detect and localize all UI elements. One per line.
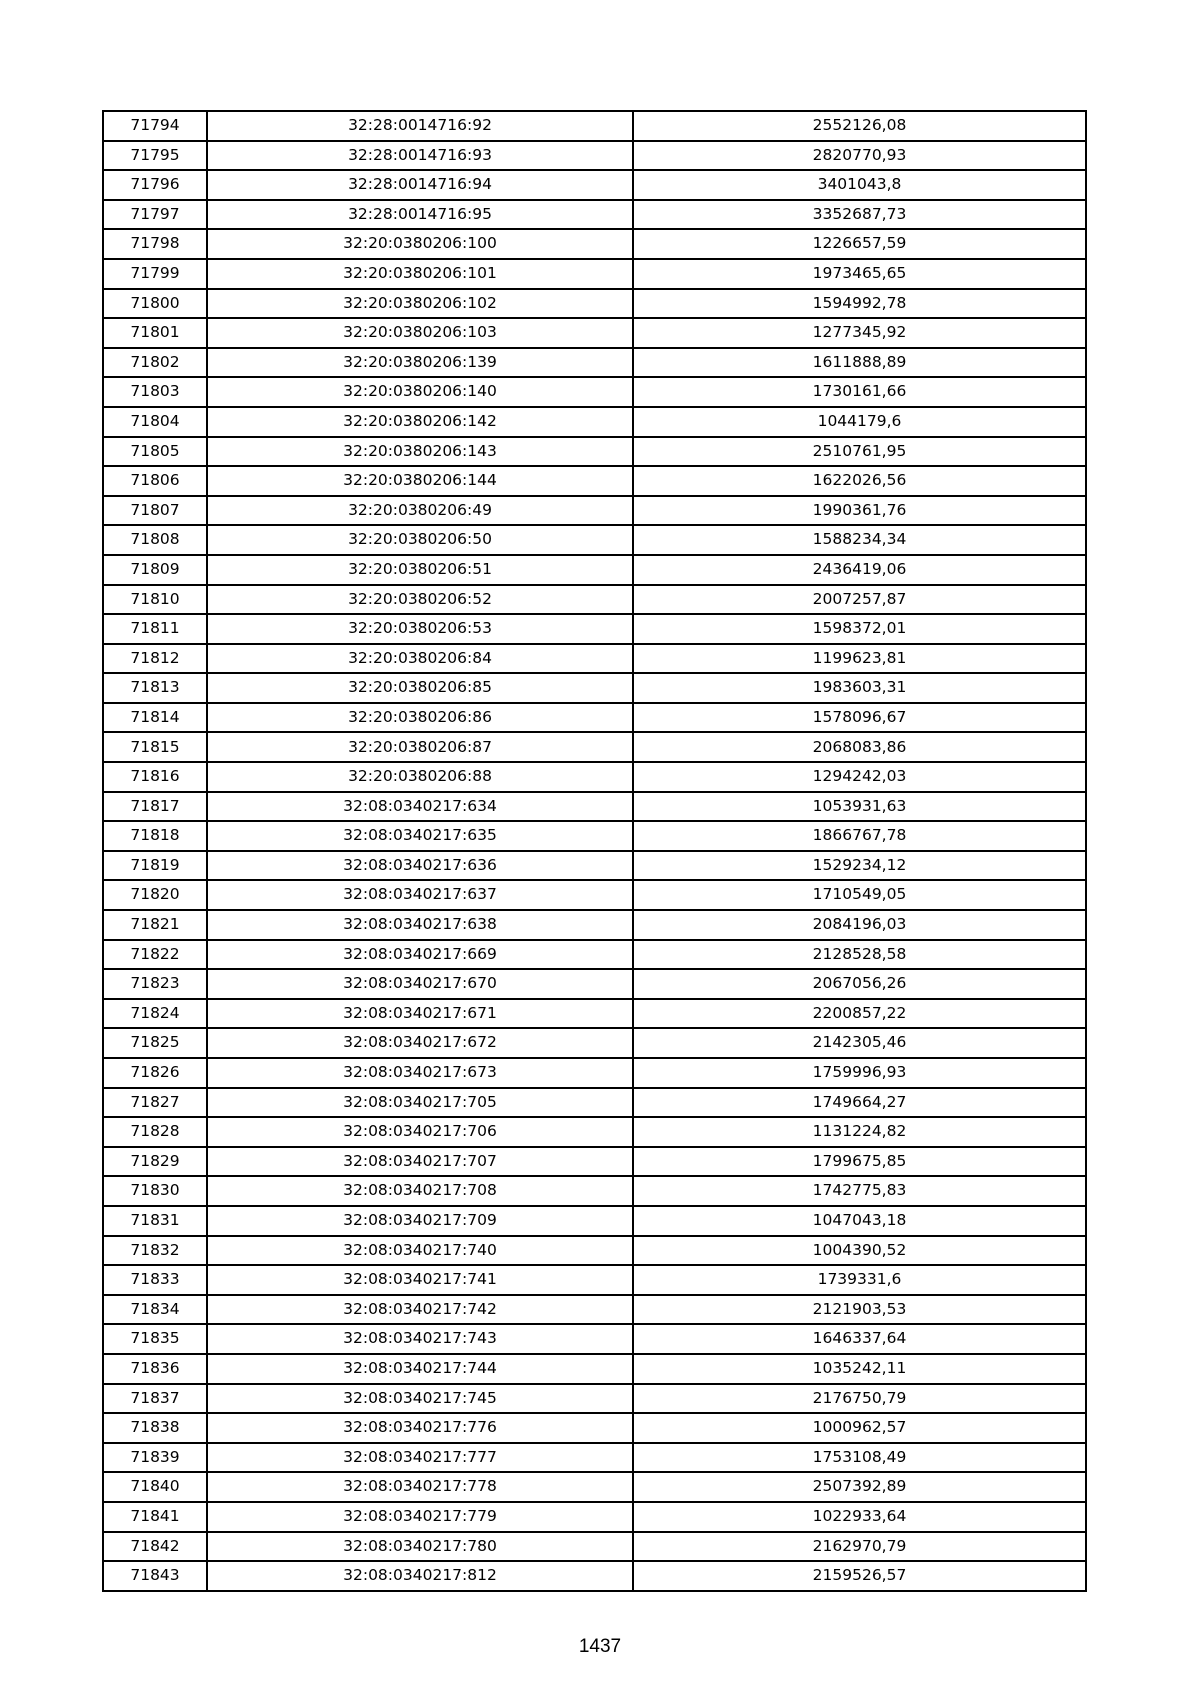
cadastral-number-cell: 32:28:0014716:93 [207,141,633,171]
cadastral-number-cell: 32:20:0380206:140 [207,377,633,407]
table-row [103,111,1086,141]
table-body [103,111,1086,1591]
row-number-cell: 71799 [103,259,207,289]
row-number-cell: 71810 [103,585,207,615]
cadastral-number-cell: 32:20:0380206:88 [207,762,633,792]
cadastral-value-cell: 2007257,87 [633,585,1086,615]
cadastral-value-cell: 1710549,05 [633,880,1086,910]
cadastral-number-cell: 32:08:0340217:745 [207,1384,633,1414]
row-number-cell: 71804 [103,407,207,437]
cadastral-number-cell: 32:08:0340217:776 [207,1413,633,1443]
cadastral-number-cell: 32:08:0340217:636 [207,851,633,881]
row-number-cell: 71821 [103,910,207,940]
row-number-cell: 71833 [103,1265,207,1295]
row-number-cell: 71795 [103,141,207,171]
cadastral-number-cell: 32:28:0014716:94 [207,170,633,200]
row-number-cell: 71842 [103,1532,207,1562]
row-number-cell: 71805 [103,437,207,467]
row-number-cell: 71796 [103,170,207,200]
table-row [103,377,1086,407]
cadastral-number-cell: 32:20:0380206:101 [207,259,633,289]
cadastral-value-cell: 1044179,6 [633,407,1086,437]
cadastral-value-cell: 1753108,49 [633,1443,1086,1473]
row-number-cell: 71834 [103,1295,207,1325]
cadastral-number-cell: 32:20:0380206:87 [207,732,633,762]
table-row [103,348,1086,378]
table-row [103,644,1086,674]
cadastral-number-cell: 32:08:0340217:669 [207,940,633,970]
cadastral-number-cell: 32:08:0340217:672 [207,1028,633,1058]
cadastral-value-cell: 2068083,86 [633,732,1086,762]
cadastral-number-cell: 32:08:0340217:742 [207,1295,633,1325]
row-number-cell: 71826 [103,1058,207,1088]
row-number-cell: 71806 [103,466,207,496]
table-row [103,229,1086,259]
cadastral-value-table [102,110,1087,1592]
table-row [103,673,1086,703]
cadastral-value-cell: 3401043,8 [633,170,1086,200]
cadastral-number-cell: 32:20:0380206:84 [207,644,633,674]
cadastral-value-cell: 1199623,81 [633,644,1086,674]
cadastral-value-cell: 1035242,11 [633,1354,1086,1384]
row-number-cell: 71835 [103,1324,207,1354]
table-row [103,762,1086,792]
row-number-cell: 71811 [103,614,207,644]
row-number-cell: 71840 [103,1472,207,1502]
cadastral-value-cell: 1131224,82 [633,1117,1086,1147]
cadastral-number-cell: 32:08:0340217:705 [207,1088,633,1118]
cadastral-value-cell: 2507392,89 [633,1472,1086,1502]
table-row [103,969,1086,999]
cadastral-number-cell: 32:08:0340217:812 [207,1561,633,1591]
cadastral-value-cell: 1047043,18 [633,1206,1086,1236]
table-row [103,1176,1086,1206]
cadastral-number-cell: 32:08:0340217:635 [207,821,633,851]
row-number-cell: 71809 [103,555,207,585]
table-row [103,614,1086,644]
cadastral-number-cell: 32:20:0380206:49 [207,496,633,526]
table-row [103,1058,1086,1088]
table-row [103,555,1086,585]
row-number-cell: 71824 [103,999,207,1029]
cadastral-value-cell: 1588234,34 [633,525,1086,555]
row-number-cell: 71808 [103,525,207,555]
row-number-cell: 71819 [103,851,207,881]
table-row [103,407,1086,437]
row-number-cell: 71836 [103,1354,207,1384]
table-row [103,1028,1086,1058]
cadastral-value-cell: 1646337,64 [633,1324,1086,1354]
cadastral-value-cell: 1973465,65 [633,259,1086,289]
cadastral-value-cell: 1004390,52 [633,1236,1086,1266]
cadastral-value-cell: 2159526,57 [633,1561,1086,1591]
row-number-cell: 71841 [103,1502,207,1532]
table-row [103,1117,1086,1147]
table-row [103,437,1086,467]
table-row [103,792,1086,822]
cadastral-number-cell: 32:20:0380206:144 [207,466,633,496]
table-row [103,525,1086,555]
row-number-cell: 71822 [103,940,207,970]
cadastral-value-cell: 3352687,73 [633,200,1086,230]
cadastral-number-cell: 32:28:0014716:92 [207,111,633,141]
cadastral-number-cell: 32:20:0380206:139 [207,348,633,378]
cadastral-number-cell: 32:08:0340217:744 [207,1354,633,1384]
page-number: 1437 [578,1636,622,1657]
cadastral-number-cell: 32:20:0380206:51 [207,555,633,585]
row-number-cell: 71801 [103,318,207,348]
row-number-cell: 71839 [103,1443,207,1473]
table-row [103,1295,1086,1325]
table-row [103,1324,1086,1354]
table-row [103,940,1086,970]
cadastral-value-cell: 2200857,22 [633,999,1086,1029]
cadastral-value-cell: 1022933,64 [633,1502,1086,1532]
table-row [103,141,1086,171]
table-row [103,851,1086,881]
row-number-cell: 71825 [103,1028,207,1058]
table-row [103,466,1086,496]
table-row [103,1147,1086,1177]
row-number-cell: 71818 [103,821,207,851]
cadastral-number-cell: 32:08:0340217:741 [207,1265,633,1295]
cadastral-value-cell: 1749664,27 [633,1088,1086,1118]
cadastral-value-cell: 1739331,6 [633,1265,1086,1295]
row-number-cell: 71807 [103,496,207,526]
table-row [103,821,1086,851]
row-number-cell: 71823 [103,969,207,999]
table-row [103,880,1086,910]
cadastral-value-cell: 1529234,12 [633,851,1086,881]
cadastral-number-cell: 32:08:0340217:638 [207,910,633,940]
cadastral-value-cell: 1578096,67 [633,703,1086,733]
table-row [103,585,1086,615]
row-number-cell: 71815 [103,732,207,762]
cadastral-value-cell: 1294242,03 [633,762,1086,792]
row-number-cell: 71803 [103,377,207,407]
cadastral-value-cell: 1611888,89 [633,348,1086,378]
cadastral-number-cell: 32:20:0380206:50 [207,525,633,555]
cadastral-value-cell: 2162970,79 [633,1532,1086,1562]
table-row [103,910,1086,940]
cadastral-value-cell: 2067056,26 [633,969,1086,999]
cadastral-number-cell: 32:20:0380206:143 [207,437,633,467]
cadastral-value-cell: 1759996,93 [633,1058,1086,1088]
row-number-cell: 71813 [103,673,207,703]
table-row [103,1502,1086,1532]
row-number-cell: 71820 [103,880,207,910]
cadastral-number-cell: 32:08:0340217:670 [207,969,633,999]
row-number-cell: 71830 [103,1176,207,1206]
table-row [103,1443,1086,1473]
row-number-cell: 71812 [103,644,207,674]
cadastral-number-cell: 32:20:0380206:102 [207,289,633,319]
cadastral-number-cell: 32:28:0014716:95 [207,200,633,230]
cadastral-number-cell: 32:08:0340217:743 [207,1324,633,1354]
table-row [103,289,1086,319]
cadastral-number-cell: 32:20:0380206:142 [207,407,633,437]
cadastral-value-cell: 1730161,66 [633,377,1086,407]
cadastral-value-cell: 2820770,93 [633,141,1086,171]
table-row [103,732,1086,762]
cadastral-number-cell: 32:08:0340217:778 [207,1472,633,1502]
cadastral-value-cell: 1053931,63 [633,792,1086,822]
row-number-cell: 71800 [103,289,207,319]
table-row [103,318,1086,348]
cadastral-value-cell: 2142305,46 [633,1028,1086,1058]
row-number-cell: 71843 [103,1561,207,1591]
cadastral-number-cell: 32:08:0340217:671 [207,999,633,1029]
cadastral-value-cell: 1990361,76 [633,496,1086,526]
table-row [103,703,1086,733]
cadastral-number-cell: 32:08:0340217:709 [207,1206,633,1236]
table-row [103,496,1086,526]
cadastral-value-cell: 1598372,01 [633,614,1086,644]
table-row [103,1472,1086,1502]
table-row [103,1413,1086,1443]
cadastral-value-cell: 2436419,06 [633,555,1086,585]
cadastral-value-cell: 1277345,92 [633,318,1086,348]
cadastral-value-cell: 1742775,83 [633,1176,1086,1206]
cadastral-number-cell: 32:08:0340217:673 [207,1058,633,1088]
cadastral-value-cell: 1594992,78 [633,289,1086,319]
table-row [103,170,1086,200]
cadastral-value-cell: 1799675,85 [633,1147,1086,1177]
cadastral-value-cell: 1983603,31 [633,673,1086,703]
row-number-cell: 71831 [103,1206,207,1236]
row-number-cell: 71832 [103,1236,207,1266]
cadastral-value-cell: 1866767,78 [633,821,1086,851]
row-number-cell: 71817 [103,792,207,822]
cadastral-number-cell: 32:20:0380206:103 [207,318,633,348]
table-row [103,1384,1086,1414]
row-number-cell: 71828 [103,1117,207,1147]
cadastral-number-cell: 32:08:0340217:634 [207,792,633,822]
row-number-cell: 71814 [103,703,207,733]
cadastral-value-cell: 2510761,95 [633,437,1086,467]
table-row [103,1206,1086,1236]
cadastral-number-cell: 32:20:0380206:85 [207,673,633,703]
cadastral-number-cell: 32:08:0340217:637 [207,880,633,910]
table-row [103,1236,1086,1266]
cadastral-value-cell: 2128528,58 [633,940,1086,970]
table-row [103,1088,1086,1118]
cadastral-number-cell: 32:08:0340217:777 [207,1443,633,1473]
row-number-cell: 71838 [103,1413,207,1443]
cadastral-number-cell: 32:20:0380206:52 [207,585,633,615]
cadastral-number-cell: 32:20:0380206:86 [207,703,633,733]
table-row [103,1265,1086,1295]
row-number-cell: 71816 [103,762,207,792]
table-row [103,1561,1086,1591]
cadastral-value-cell: 2176750,79 [633,1384,1086,1414]
cadastral-value-cell: 1622026,56 [633,466,1086,496]
cadastral-number-cell: 32:08:0340217:707 [207,1147,633,1177]
cadastral-number-cell: 32:08:0340217:740 [207,1236,633,1266]
cadastral-number-cell: 32:08:0340217:779 [207,1502,633,1532]
cadastral-number-cell: 32:20:0380206:53 [207,614,633,644]
table-row [103,200,1086,230]
table-row [103,999,1086,1029]
row-number-cell: 71794 [103,111,207,141]
table-row [103,259,1086,289]
cadastral-number-cell: 32:08:0340217:706 [207,1117,633,1147]
cadastral-number-cell: 32:08:0340217:708 [207,1176,633,1206]
row-number-cell: 71798 [103,229,207,259]
row-number-cell: 71837 [103,1384,207,1414]
cadastral-number-cell: 32:08:0340217:780 [207,1532,633,1562]
row-number-cell: 71802 [103,348,207,378]
cadastral-value-cell: 2552126,08 [633,111,1086,141]
row-number-cell: 71827 [103,1088,207,1118]
table-row [103,1354,1086,1384]
cadastral-value-cell: 1000962,57 [633,1413,1086,1443]
row-number-cell: 71797 [103,200,207,230]
cadastral-value-cell: 2084196,03 [633,910,1086,940]
row-number-cell: 71829 [103,1147,207,1177]
cadastral-number-cell: 32:20:0380206:100 [207,229,633,259]
cadastral-value-cell: 2121903,53 [633,1295,1086,1325]
cadastral-value-cell: 1226657,59 [633,229,1086,259]
table-row [103,1532,1086,1562]
